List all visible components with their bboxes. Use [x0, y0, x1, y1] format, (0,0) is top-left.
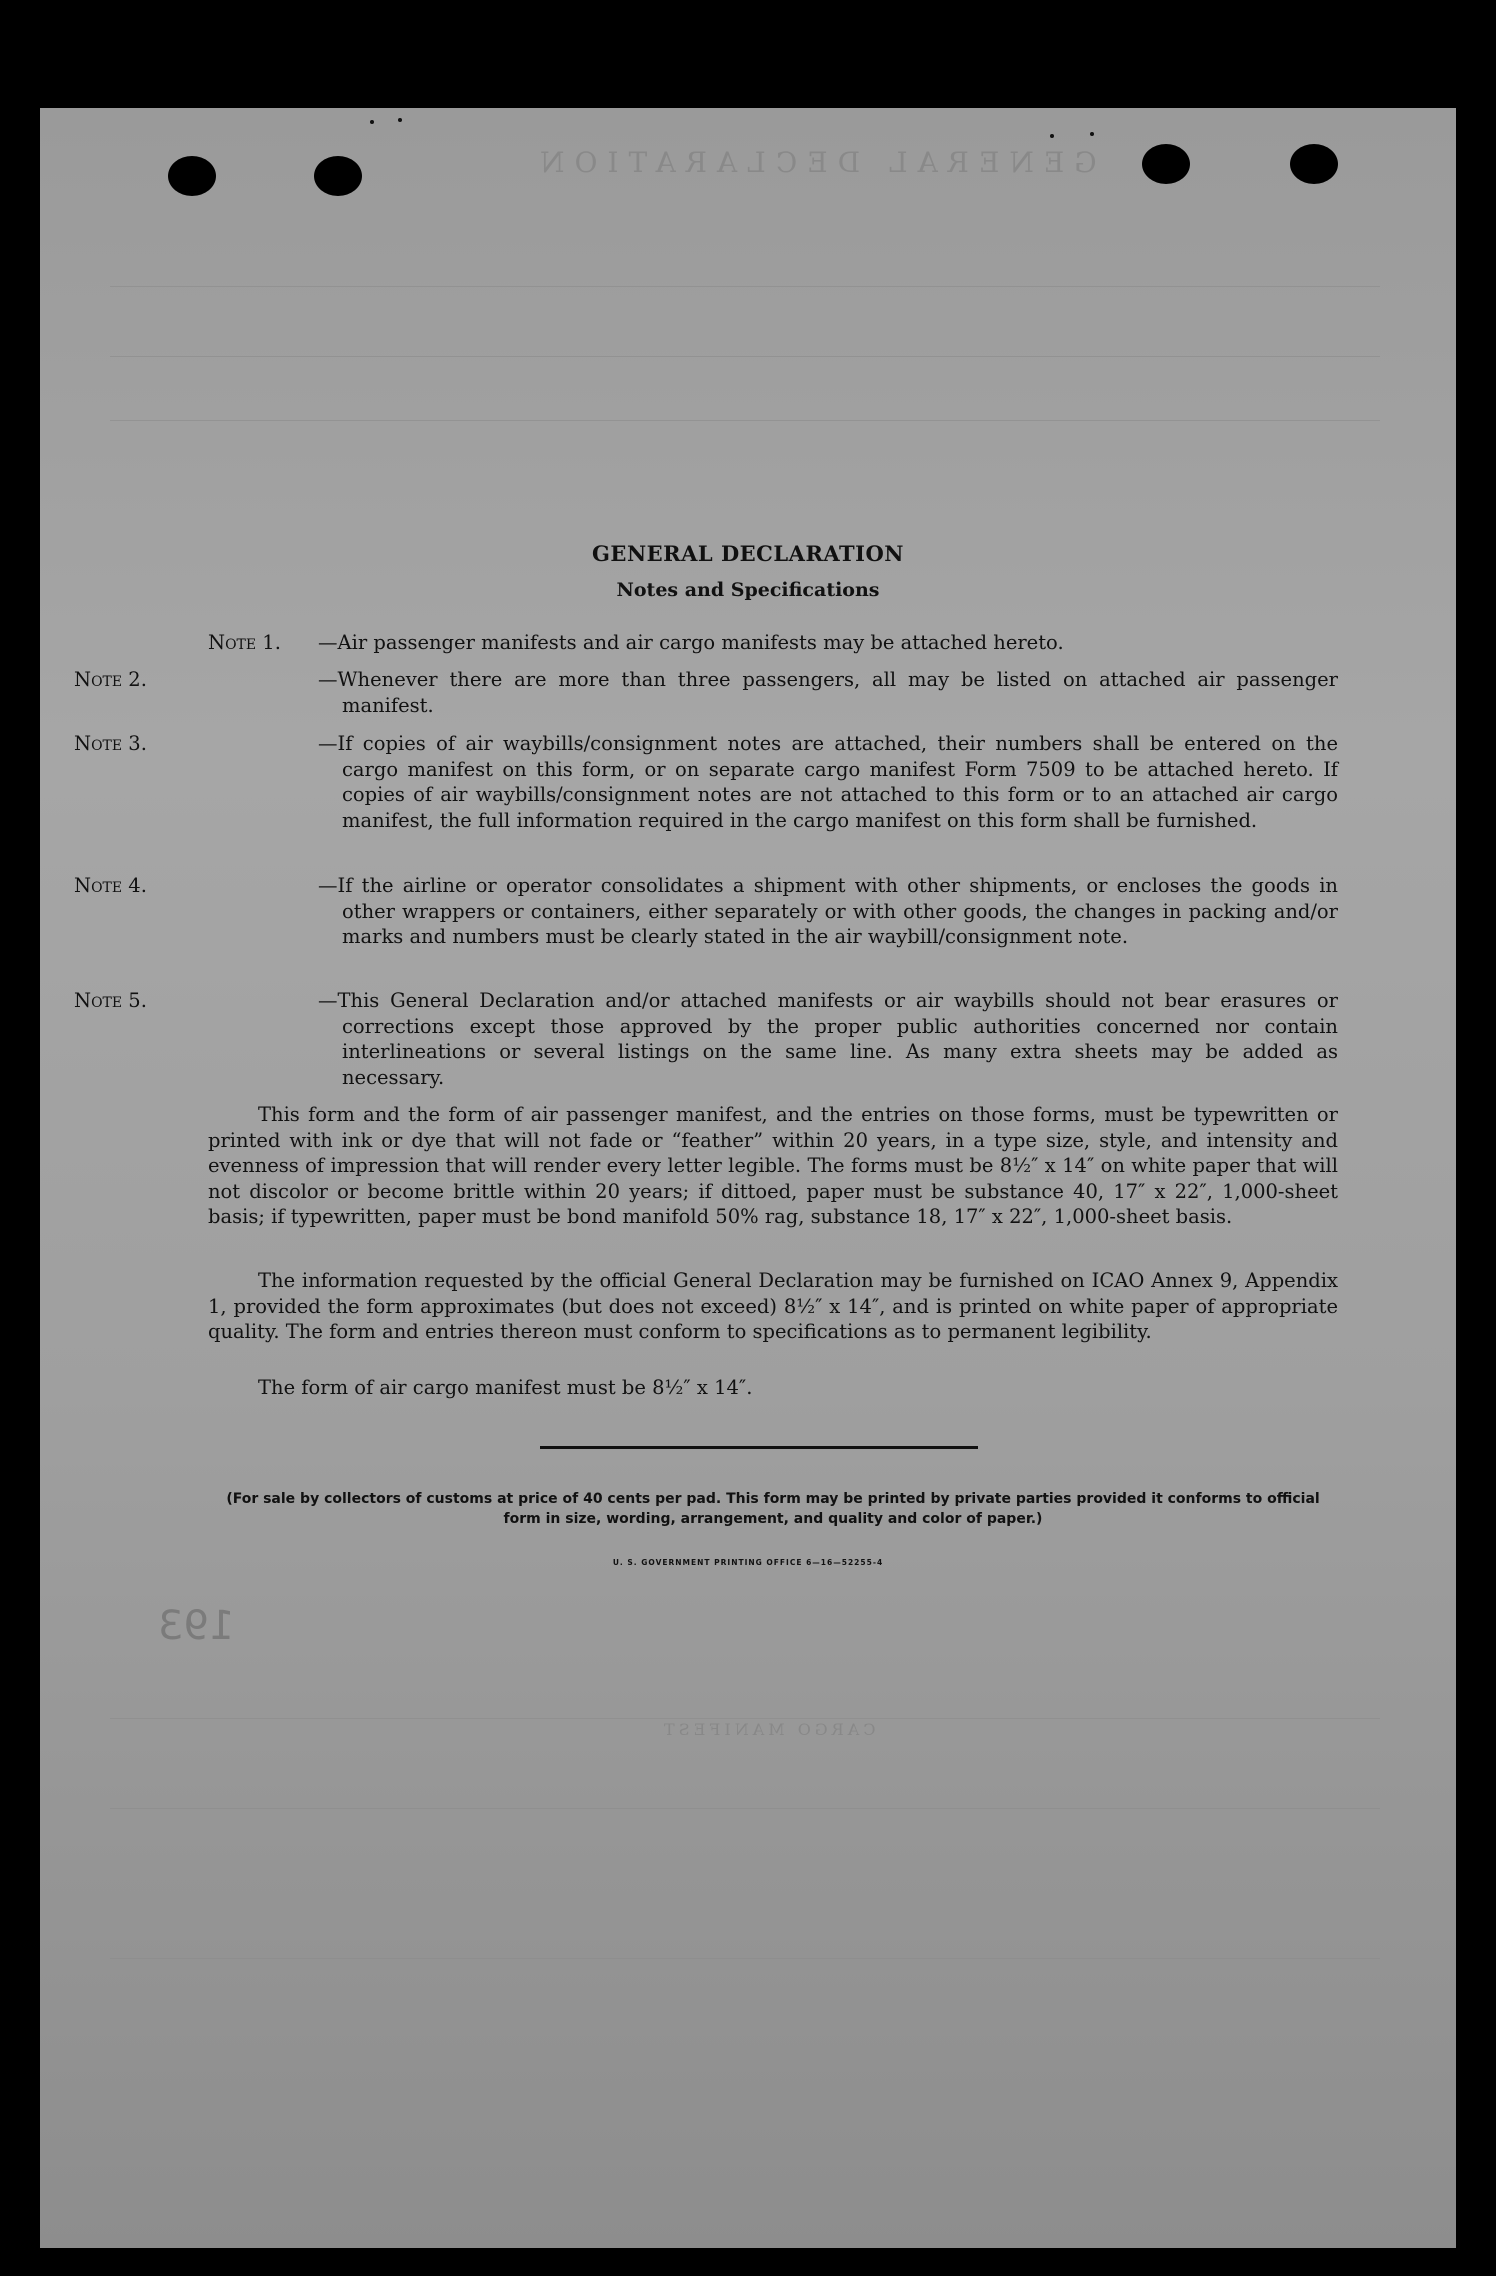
- note-4: [74, 873, 1338, 950]
- bleed-through-header: GENERAL DECLARATION: [530, 146, 1097, 179]
- note-label: Note 1.: [208, 631, 281, 654]
- bleed-through-cargo-header: CARGO MANIFEST: [660, 1720, 876, 1739]
- document-page: [40, 108, 1456, 2248]
- page-title: GENERAL DECLARATION: [592, 541, 904, 566]
- note-3: [74, 731, 1338, 833]
- note-label: Note 3.: [74, 732, 147, 755]
- paragraph-icao: The information requested by the official General Declaration may be furnished on ICAO Annex 9, Appendix 1, provided the form approximates (but does not exceed) 8½″ x 14″, and is printed on white paper of appropriate quality. The form and entries thereon must conform to specifications as to permanent legibility.: [208, 1269, 1338, 1343]
- paragraph-cargo-manifest-size: The form of air cargo manifest must be 8½″ x 14″.: [258, 1376, 753, 1399]
- note-label: Note 2.: [74, 668, 147, 691]
- note-text: —Whenever there are more than three passengers, all may be listed on attached air passenger manifest.: [318, 668, 1338, 717]
- divider-rule: [540, 1446, 978, 1449]
- note-1: [208, 630, 1338, 656]
- notes-content: [40, 108, 1456, 2248]
- note-label: Note 5.: [74, 989, 147, 1012]
- note-label: Note 4.: [74, 874, 147, 897]
- bleed-through-page-number: 193: [158, 1603, 235, 1649]
- note-2: [74, 667, 1338, 718]
- printing-office-imprint: U. S. GOVERNMENT PRINTING OFFICE 6—16—52255-4: [612, 1558, 884, 1567]
- note-text: —Air passenger manifests and air cargo manifests may be attached hereto.: [318, 631, 1064, 654]
- note-text: —If copies of air waybills/consignment notes are attached, their numbers shall be entered on the cargo manifest on this form, or on separate cargo manifest Form 7509 to be attached hereto. If copies of air waybills/consignment notes are not attached to this form or to an attached air cargo manifest, the full information required in the cargo manifest on this form shall be furnished.: [318, 732, 1338, 832]
- note-text: —This General Declaration and/or attached manifests or air waybills should not bear erasures or corrections except those approved by the proper public authorities concerned nor contain interlineations or several listings on the same line. As many extra sheets may be added as necessary.: [318, 989, 1338, 1089]
- note-text: —If the airline or operator consolidates a shipment with other shipments, or encloses the goods in other wrappers or containers, either separately or with other goods, the changes in packing and/or marks and numbers must be clearly stated in the air waybill/consignment note.: [318, 874, 1338, 948]
- note-5: [74, 988, 1338, 1090]
- paragraph-form-specifications: This form and the form of air passenger manifest, and the entries on those forms, must be typewritten or printed with ink or dye that will not fade or “feather” within 20 years, in a type size, style, and intensity and evenness of impression that will render every letter legible. The forms must be 8½″ x 14″ on white paper that will not discolor or become brittle within 20 years; if dittoed, paper must be substance 40, 17″ x 22″, 1,000-sheet basis; if typewritten, paper must be bond manifold 50% rag, substance 18, 17″ x 22″, 1,000-sheet basis.: [208, 1103, 1338, 1228]
- page-subtitle: Notes and Specifications: [616, 579, 880, 601]
- sale-notice: (For sale by collectors of customs at price of 40 cents per pad. This form may be printed by private parties provided it conforms to official form in size, wording, arrangement, and quality and color of paper.): [226, 1491, 1320, 1527]
